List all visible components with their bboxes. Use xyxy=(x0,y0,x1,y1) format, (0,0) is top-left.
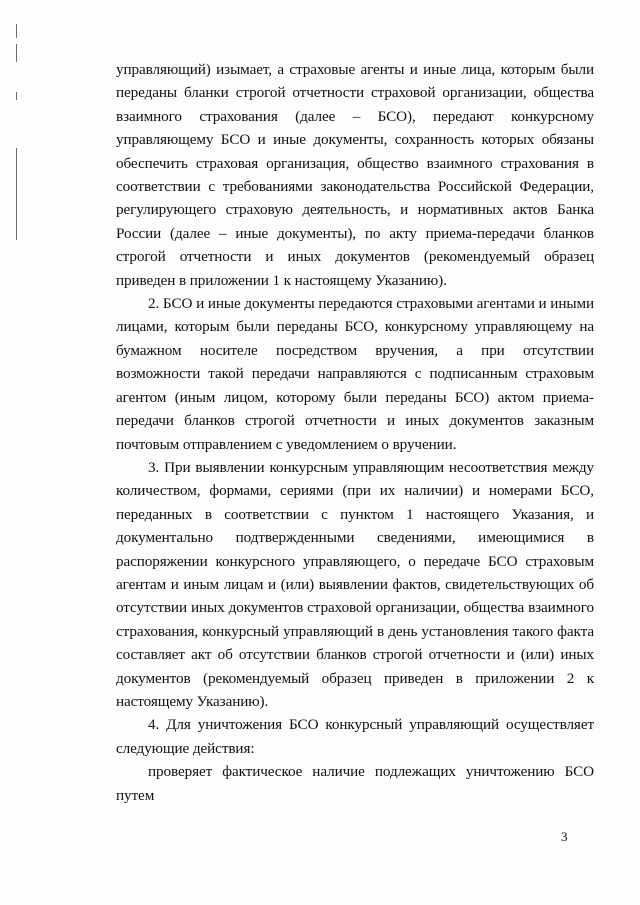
scan-margin-mark xyxy=(16,24,17,38)
scan-margin-mark xyxy=(16,44,17,62)
scan-margin-mark xyxy=(16,148,17,240)
paragraph-5: проверяет фактическое наличие подлежащих уничтожению БСО путем xyxy=(116,763,594,804)
paragraph-4: 4. Для уничтожения БСО конкурсный управляющий осуществляет следующие действия: xyxy=(116,716,594,757)
paragraph-continuation: управляющий) изымает, а страховые агенты и иные лица, которым были переданы бланки строгой отчетности страховой организации, общества взаимного страхования (далее – БСО), передают конкурсному управляющему БСО и иные документы, сохранность которых обязаны обеспечить страховая организация, общество взаимного страхования в соответствии с требованиями законодательства Российской Федерации, регулирующего страховую деятельность, и нормативных актов Банка России (далее – иные документы), по акту приема-передачи бланков строгой отчетности и иных документов (рекомендуемый образец приведен в приложении 1 к настоящему Указанию). xyxy=(116,61,594,289)
paragraph-2: 2. БСО и иные документы передаются страховыми агентами и иными лицами, которым были переданы БСО, конкурсному управляющему на бумажном носителе посредством вручения, а при отсутствии возможности такой передачи направляются с подписанным страховым агентом (иным лицом, которому были переданы БСО) актом приема-передачи бланков строгой отчетности и иных документов заказным почтовым отправлением с уведомлением о вручении. xyxy=(116,295,594,453)
paragraph-3: 3. При выявлении конкурсным управляющим несоответствия между количеством, формами, сериями (при их наличии) и номерами БСО, переданных в соответствии с пунктом 1 настоящего Указания, и документально подтвержденными сведениями, имеющимися в распоряжении конкурсного управляющего, о передаче БСО страховым агентам и иным лицам и (или) выявлении фактов, свидетельствующих об отсутствии иных документов страховой организации, общества взаимного страхования, конкурсный управляющий в день установления такого факта составляет акт об отсутствии бланков строгой отчетности и (или) иных документов (рекомендуемый образец приведен в приложении 2 к настоящему Указанию). xyxy=(116,458,594,710)
scan-margin-mark xyxy=(16,92,17,100)
page-number: 3 xyxy=(561,829,568,844)
document-body xyxy=(116,58,594,807)
